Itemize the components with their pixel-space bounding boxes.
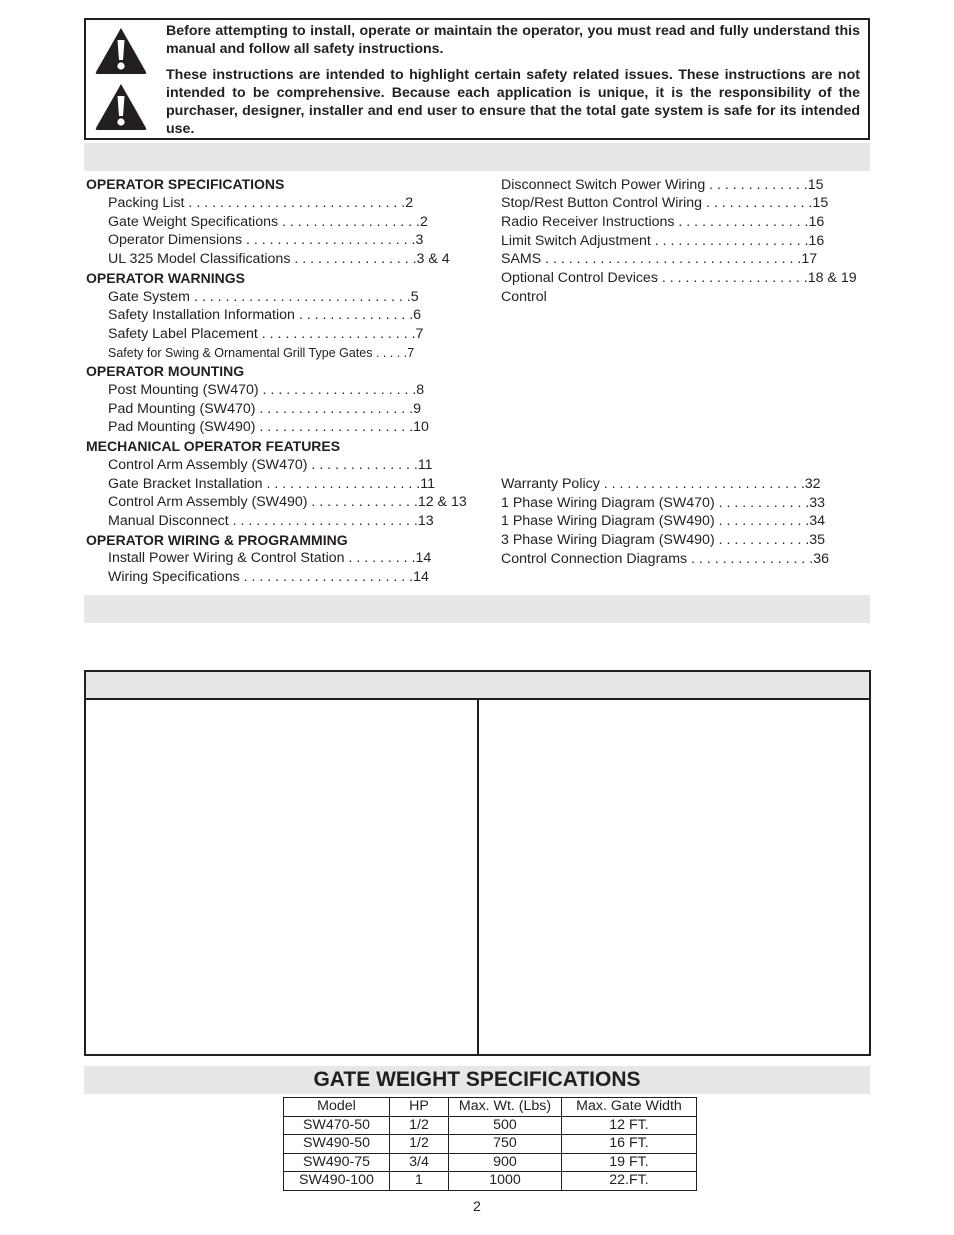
table-header-cell: Max. Gate Width	[562, 1098, 697, 1117]
table-cell: 1000	[449, 1172, 562, 1191]
table-cell: 750	[449, 1135, 562, 1154]
toc-entry: SAMS . . . . . . . . . . . . . . . . . . . . . . . . . . . . . . . . .17	[501, 251, 818, 267]
table-cell: 3/4	[390, 1153, 449, 1172]
warning-paragraph-read-manual: Before attempting to install, operate or maintain the operator, you must read and fully understand this manual and follow all safety instructions.	[166, 23, 860, 57]
contents-header-bar	[84, 143, 870, 171]
toc-entry: Radio Receiver Instructions . . . . . . . . . . . . . . . . .16	[501, 214, 825, 230]
toc-section-operator-wiring-programming: OPERATOR WIRING & PROGRAMMING	[86, 532, 348, 548]
toc-entry: Gate Bracket Installation . . . . . . . . . . . . . . . . . . . .11	[108, 476, 435, 492]
gate-weight-title: GATE WEIGHT SPECIFICATIONS	[84, 1066, 870, 1094]
table-cell: 900	[449, 1153, 562, 1172]
toc-entry: UL 325 Model Classifications . . . . . . . . . . . . . . . .3 & 4	[108, 251, 450, 267]
table-row	[284, 1135, 697, 1154]
toc-entry: Disconnect Switch Power Wiring . . . . . . . . . . . . .15	[501, 177, 824, 193]
toc-entry: Control Connection Diagrams . . . . . . . . . . . . . . . .36	[501, 551, 830, 567]
table-header-cell: HP	[390, 1098, 449, 1117]
table-cell: 12 FT.	[562, 1116, 697, 1135]
toc-section-operator-warnings: OPERATOR WARNINGS	[86, 270, 245, 286]
table-cell: SW490-75	[284, 1153, 390, 1172]
table-cell: 22.FT.	[562, 1172, 697, 1191]
table-row	[284, 1116, 697, 1135]
warning-triangle-icon	[94, 82, 148, 132]
table-header-row	[284, 1098, 697, 1117]
table-cell: 1	[390, 1172, 449, 1191]
gate-weight-table	[283, 1097, 697, 1191]
toc-section-mechanical-operator-features: MECHANICAL OPERATOR FEATURES	[86, 438, 341, 454]
two-column-content-box	[84, 670, 871, 1056]
page-number: 2	[473, 1199, 481, 1215]
safety-warning-box	[84, 18, 870, 140]
toc-entry: Manual Disconnect . . . . . . . . . . . . . . . . . . . . . . . .13	[108, 513, 434, 529]
toc-entry: Control	[501, 289, 547, 305]
toc-entry: Gate Weight Specifications . . . . . . . . . . . . . . . . . .2	[108, 214, 428, 230]
table-row	[284, 1172, 697, 1191]
toc-entry: Gate System . . . . . . . . . . . . . . . . . . . . . . . . . . . .5	[108, 289, 419, 305]
table-cell: 1/2	[390, 1135, 449, 1154]
section-divider-bar	[84, 595, 870, 623]
toc-entry: Control Arm Assembly (SW470) . . . . . . . . . . . . . .11	[108, 457, 433, 473]
content-box-header	[86, 672, 869, 700]
toc-entry: Packing List . . . . . . . . . . . . . . . . . . . . . . . . . . . .2	[108, 195, 414, 211]
toc-entry: Operator Dimensions . . . . . . . . . . . . . . . . . . . . . .3	[108, 232, 424, 248]
toc-entry: 3 Phase Wiring Diagram (SW490) . . . . . . . . . . . .35	[501, 532, 826, 548]
column-divider	[477, 700, 479, 1054]
toc-entry: 1 Phase Wiring Diagram (SW470) . . . . . . . . . . . .33	[501, 495, 826, 511]
warning-triangle-icon	[94, 26, 148, 76]
toc-entry: Control Arm Assembly (SW490) . . . . . . . . . . . . . .12 & 13	[108, 494, 467, 510]
toc-entry: Pad Mounting (SW490) . . . . . . . . . . . . . . . . . . . .10	[108, 419, 429, 435]
warning-paragraph-responsibility: These instructions are intended to highlight certain safety related issues. These instructions are not intended to be comprehensive. Because each application is unique, it is the responsibility of the purchaser, designer, installer and end user to ensure that the total gate system is safe for its intended use.	[166, 67, 860, 137]
table-row	[284, 1153, 697, 1172]
toc-entry: Safety for Swing & Ornamental Grill Type Gates . . . . .7	[108, 346, 415, 360]
toc-entry: 1 Phase Wiring Diagram (SW490) . . . . . . . . . . . .34	[501, 513, 826, 529]
table-cell: 500	[449, 1116, 562, 1135]
toc-entry: Limit Switch Adjustment . . . . . . . . . . . . . . . . . . . .16	[501, 233, 825, 249]
table-cell: SW490-50	[284, 1135, 390, 1154]
toc-entry: Warranty Policy . . . . . . . . . . . . . . . . . . . . . . . . . .32	[501, 476, 821, 492]
toc-entry: Stop/Rest Button Control Wiring . . . . . . . . . . . . . .15	[501, 195, 829, 211]
table-cell: 16 FT.	[562, 1135, 697, 1154]
toc-section-operator-specifications: OPERATOR SPECIFICATIONS	[86, 176, 285, 192]
table-header-cell: Max. Wt. (Lbs)	[449, 1098, 562, 1117]
toc-entry: Post Mounting (SW470) . . . . . . . . . . . . . . . . . . . .8	[108, 382, 425, 398]
toc-entry: Safety Label Placement . . . . . . . . . . . . . . . . . . . .7	[108, 326, 424, 342]
table-cell: SW470-50	[284, 1116, 390, 1135]
table-cell: 1/2	[390, 1116, 449, 1135]
toc-entry: Pad Mounting (SW470) . . . . . . . . . . . . . . . . . . . .9	[108, 401, 422, 417]
toc-entry: Install Power Wiring & Control Station . . . . . . . . .14	[108, 550, 432, 566]
table-header-cell: Model	[284, 1098, 390, 1117]
table-cell: SW490-100	[284, 1172, 390, 1191]
toc-entry: Optional Control Devices . . . . . . . . . . . . . . . . . . .18 & 19	[501, 270, 857, 286]
table-cell: 19 FT.	[562, 1153, 697, 1172]
toc-entry: Wiring Specifications . . . . . . . . . . . . . . . . . . . . . .14	[108, 569, 429, 585]
toc-entry: Safety Installation Information . . . . . . . . . . . . . . .6	[108, 307, 422, 323]
toc-section-operator-mounting: OPERATOR MOUNTING	[86, 363, 245, 379]
